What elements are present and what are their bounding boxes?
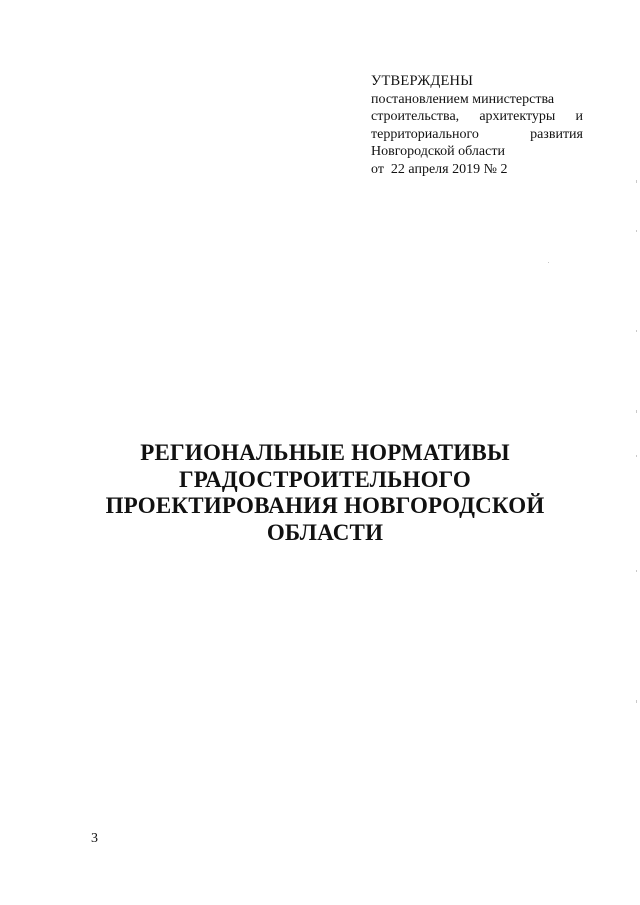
scan-dot [636,180,637,183]
approval-line-2-word: строительства, [371,109,460,124]
document-title [90,440,560,546]
approval-line-3 [371,126,583,144]
approval-heading: УТВЕРЖДЕНЫ [371,73,474,89]
document-title-line: ПРОЕКТИРОВАНИЯ НОВГОРОДСКОЙ [105,493,545,518]
approval-line-3-word: развития [530,126,583,142]
scan-dot [636,700,637,703]
approval-line-2 [371,108,583,126]
scan-dot [636,230,637,232]
document-title-line: ОБЛАСТИ [266,519,384,545]
page-number: 3 [91,831,98,846]
scan-dot [636,455,637,457]
approval-line-2-word: архитектуры [479,109,556,124]
approval-line-1: постановлением министерства [371,91,555,107]
scan-dot [548,262,549,263]
approval-block [371,73,583,178]
approval-line-2-word: и [575,109,583,124]
document-title-line: ГРАДОСТРОИТЕЛЬНОГО [178,466,472,492]
scan-dot [636,570,637,572]
approval-line-4: Новгородской области [371,144,505,159]
scan-dot [636,410,637,413]
document-title-line: РЕГИОНАЛЬНЫЕ НОРМАТИВЫ [140,440,510,465]
approval-line-3-word: территориального [371,126,479,142]
approval-date-line: от 22 апреля 2019 № 2 [371,161,508,177]
scan-dot [636,330,637,332]
